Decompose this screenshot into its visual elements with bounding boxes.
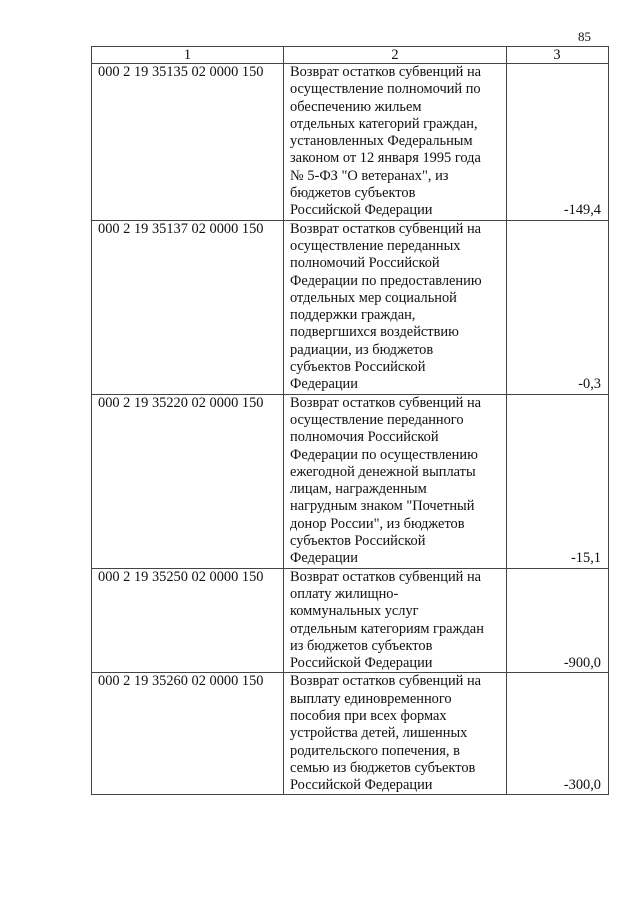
budget-code: 000 2 19 35137 02 0000 150 — [92, 220, 284, 394]
description: Возврат остатков субвенций на осуществление полномочий по обеспечению жильем отдельных категорий граждан, установленных Федеральным законом от 12 января 1995 года № 5-ФЗ "О ветеранах", из бюджетов субъектов Российской Федерации — [284, 64, 507, 221]
page-number: 85 — [578, 29, 591, 44]
table-row — [92, 568, 609, 673]
table-row — [92, 220, 609, 394]
description: Возврат остатков субвенций на осуществление переданных полномочий Российской Федерации по предоставлению отдельных мер социальной поддержки граждан, подвергшихся воздействию радиации, из бюджетов субъектов Российской Федерации — [284, 220, 507, 394]
table-header-row — [92, 47, 609, 64]
amount: -300,0 — [507, 673, 609, 795]
description: Возврат остатков субвенций на выплату единовременного пособия при всех формах устройства детей, лишенных родительского попечения, в семью из бюджетов субъектов Российской Федерации — [284, 673, 507, 795]
budget-code: 000 2 19 35260 02 0000 150 — [92, 673, 284, 795]
header-col-1: 1 — [92, 47, 284, 64]
table-row — [92, 394, 609, 568]
table-row — [92, 673, 609, 795]
table-row — [92, 64, 609, 221]
header-col-2: 2 — [284, 47, 507, 64]
description: Возврат остатков субвенций на осуществление переданного полномочия Российской Федерации по осуществлению ежегодной денежной выплаты лицам, награжденным нагрудным знаком "Почетный донор России", из бюджетов субъектов Российской Федерации — [284, 394, 507, 568]
amount: -149,4 — [507, 64, 609, 221]
budget-code: 000 2 19 35220 02 0000 150 — [92, 394, 284, 568]
budget-table — [91, 46, 609, 795]
budget-code: 000 2 19 35250 02 0000 150 — [92, 568, 284, 673]
amount: -0,3 — [507, 220, 609, 394]
description: Возврат остатков субвенций на оплату жилищно- коммунальных услуг отдельным категориям граждан из бюджетов субъектов Российской Федерации — [284, 568, 507, 673]
header-col-3: 3 — [507, 47, 609, 64]
amount: -15,1 — [507, 394, 609, 568]
amount: -900,0 — [507, 568, 609, 673]
budget-code: 000 2 19 35135 02 0000 150 — [92, 64, 284, 221]
